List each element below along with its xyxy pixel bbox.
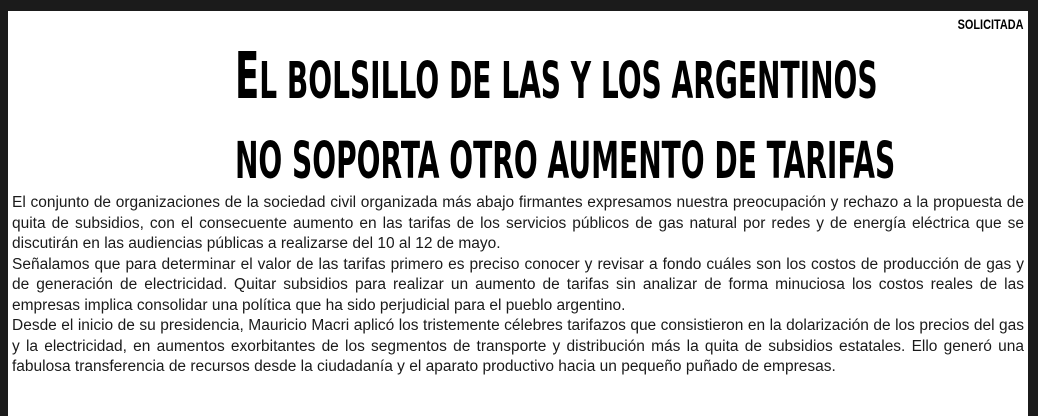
section-tag: SOLICITADA xyxy=(958,16,1024,32)
paragraph: El conjunto de organizaciones de la sociedad civil organizada más abajo firmantes expresamos nuestra preocupación y rechazo a la propuesta de quita de subsidios, con el consecuente aumento en las tarifas de los servicios públicos de gas natural por redes y de energía eléctrica que se discutirán en las audiencias públicas a realizarse del 10 al 12 de mayo. xyxy=(12,194,1024,252)
newspaper-notice xyxy=(8,11,1028,416)
paragraph: Señalamos que para determinar el valor de las tarifas primero es preciso conocer y revisar a fondo cuáles son los costos de producción de gas y de generación de electricidad. Quitar subsidios para realizar un aumento de tarifas sin analizar de forma minuciosa los costos reales de las empresas implica consolidar una política que ha sido perjudicial para el pueblo argentino. xyxy=(12,255,1024,314)
paragraph: Desde el inicio de su presidencia, Mauricio Macri aplicó los tristemente célebres tarifazos que consistieron en la dolarización de los precios del gas y la electricidad, en aumentos exorbitantes de los segmentos de transporte y distribución más la quita de subsidios estatales. Ello generó una fabulosa transferencia de recursos desde la ciudadanía y el aparato productivo hacia un pequeño puñado de empresas. xyxy=(12,317,1024,375)
headline-line-2-text: NO SOPORTA OTRO AUMENTO DE TARIFAS xyxy=(234,131,896,190)
headline-initial: E xyxy=(234,40,260,114)
headline-line-1 xyxy=(234,40,878,114)
headline-line-2 xyxy=(234,125,896,190)
article-body xyxy=(12,193,1024,378)
headline-line-1-text: L BOLSILLO DE LAS Y LOS ARGENTINOS xyxy=(259,51,878,110)
